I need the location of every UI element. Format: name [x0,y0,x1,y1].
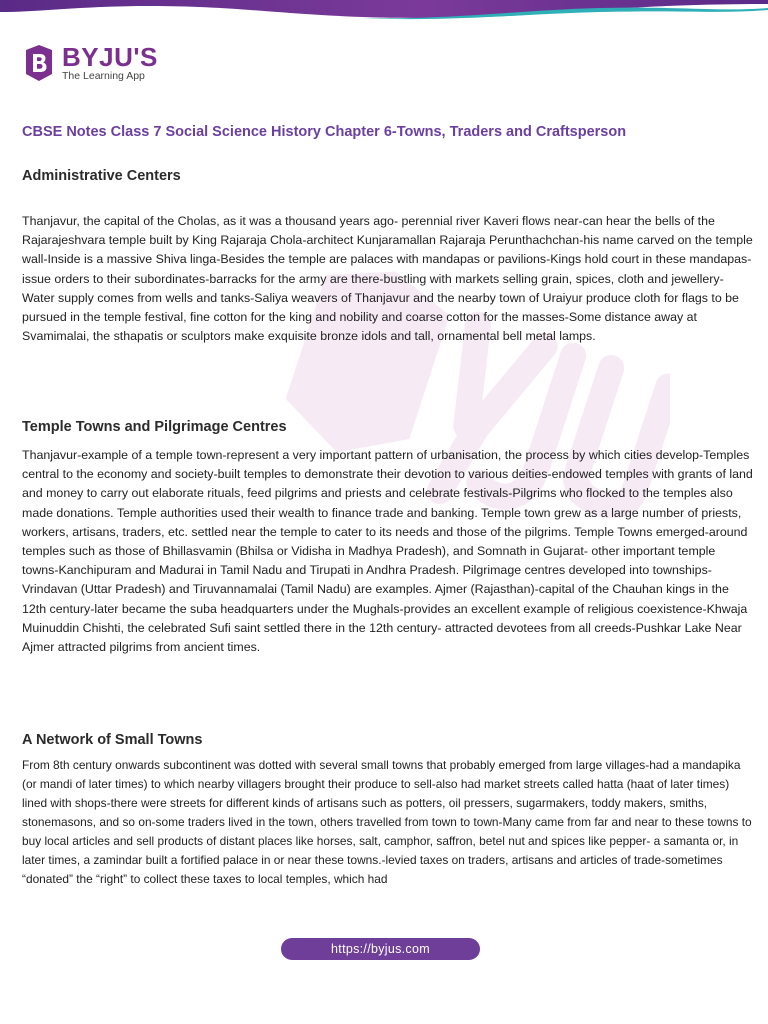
byjus-logo [22,41,158,82]
paragraph-temple-towns: Thanjavur-example of a temple town-represent a very important pattern of urbanisation, the process by which cities develop-Temples central to the economy and society-built temples to demonstrate their devotion to various deities-endowed temples with grants of land and money to carry out elaborate rituals, feed pilgrims and priests and celebrate festivals-Pilgrims who flocked to the temples also made donations. Temple authorities used their wealth to finance trade and banking. Temple town grew as a large number of priests, workers, artisans, traders, etc. settled near the temple to cater to its needs and those of the pilgrims. Temple Towns emerged-around temples such as those of Bhillasvamin (Bhilsa or Vidisha in Madhya Pradesh), and Somnath in Gujarat- other important temple towns-Kanchipuram and Madurai in Tamil Nadu and Tirupati in Andhra Pradesh. Pilgrimage centres developed into townships-Vrindavan (Uttar Pradesh) and Tiruvannamalai (Tamil Nadu) are examples. Ajmer (Rajasthan)-capital of the Chauhan kings in the 12th century-later became the suba headquarters under the Mughals-provides an excellent example of religious coexistence-Khwaja Muinuddin Chishti, the celebrated Sufi saint settled there in the 12th century- attracted devotees from all creeds-Pushkar Lake Near Ajmer attracted pilgrims from ancient times. [22,448,753,655]
footer-url-link[interactable]: https://byjus.com [281,938,480,960]
header-decorative-band [0,0,768,22]
brand-name: BYJU'S [62,41,158,72]
heading-administrative-centers: Administrative Centers [22,168,181,184]
paragraph-administrative-centers: Thanjavur, the capital of the Cholas, as it was a thousand years ago- perennial river Kaveri flows near-can hear the bells of the Rajarajeshvara temple built by King Rajaraja Chola-architect Kunjaramallan Rajaraja Perunthachchan-his name carved on the temple wall-Inside is a massive Shiva linga-Besides the temple are palaces with mandapas or pavilions-Kings hold court in these mandapas- issue orders to their subordinates-barracks for the army are there-bustling with markets selling grain, spices, cloth and jewellery-Water supply comes from wells and tanks-Saliya weavers of Thanjavur and the nearby town of Uraiyur produce cloth for flags to be pursued in the temple festival, fine cotton for the king and nobility and coarse cotton for the masses-Some distance away at Svamimalai, the sthapatis or sculptors make exquisite bronze idols and tall, ornamental bell metal lamps. [22,214,753,344]
brand-tagline: The Learning App [62,69,145,82]
document-title: CBSE Notes Class 7 Social Science History Chapter 6-Towns, Traders and Craftsperson [22,124,627,140]
heading-temple-towns: Temple Towns and Pilgrimage Centres [22,419,287,435]
heading-network-small-towns: A Network of Small Towns [22,732,203,748]
header-wave-graphic [0,0,768,22]
byjus-logo-icon [22,44,56,82]
paragraph-network-small-towns: From 8th century onwards subcontinent was dotted with several small towns that probably emerged from large villages-had a mandapika (or mandi of later times) to which nearby villagers brought their produce to sell-also had market streets called hatta (haat of later times) lined with shops-there were streets for different kinds of artisans such as potters, oil pressers, sugarmakers, toddy makers, smiths, stonemasons, and so on-some traders lived in the town, others travelled from town to town-Many came from far and near to these towns to buy local articles and sell products of distant places like horses, salt, camphor, saffron, betel nut and spices like pepper- a samanta or, in later times, a zamindar built a fortified palace in or near these towns.-levied taxes on traders, artisans and articles of trade-sometimes “donated” the “right” to collect these taxes to local temples, which had [22,758,752,886]
